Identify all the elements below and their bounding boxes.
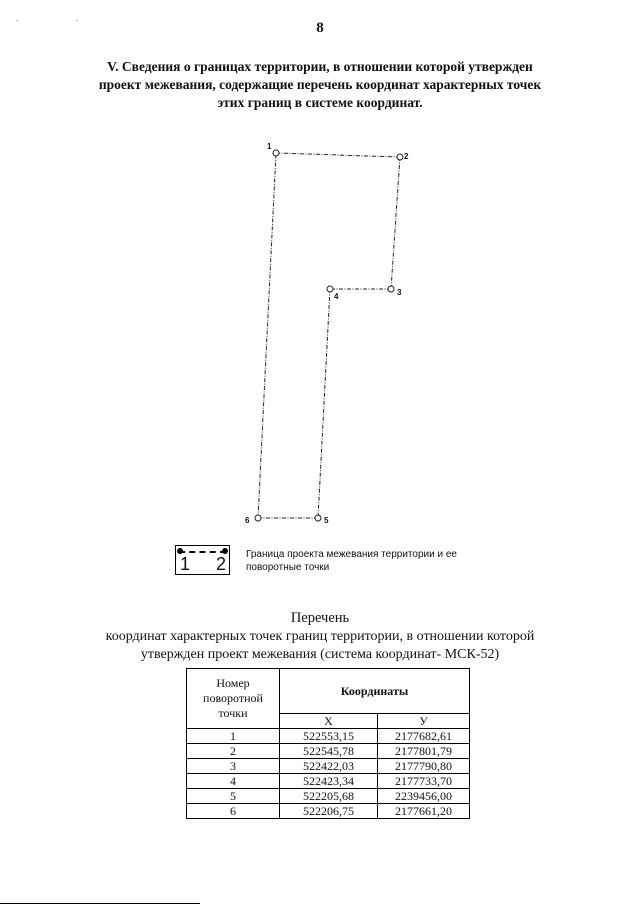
point-label-1: 1 — [267, 142, 272, 151]
table-row — [187, 789, 470, 804]
header-text: поворотной — [203, 691, 263, 705]
table-row — [187, 744, 470, 759]
boundary-segment-2-3 — [391, 157, 400, 289]
cell-number: 6 — [187, 804, 280, 819]
boundary-segment-1-2 — [276, 153, 400, 157]
cell-x: 522422,03 — [280, 759, 378, 774]
cell-number: 2 — [187, 744, 280, 759]
point-label-2: 2 — [404, 152, 409, 161]
cell-number: 1 — [187, 729, 280, 744]
legend-number-right: 2 — [215, 554, 226, 574]
heading-line: V. Сведения о границах территории, в отношении которой утвержден — [107, 59, 533, 74]
page-bottom-rule — [0, 903, 200, 904]
cell-number: 4 — [187, 774, 280, 789]
page-number: 8 — [316, 20, 324, 36]
header-coordinates: Координаты — [280, 669, 470, 714]
point-label-4: 4 — [334, 292, 339, 301]
cell-y: 2177801,79 — [378, 744, 470, 759]
cell-y: 2239456,00 — [378, 789, 470, 804]
turning-point-5 — [315, 515, 321, 521]
cell-x: 522206,75 — [280, 804, 378, 819]
cell-x: 522205,68 — [280, 789, 378, 804]
boundary-segment-6-1 — [258, 153, 276, 518]
table-row — [187, 729, 470, 744]
header-y: У — [378, 714, 470, 729]
legend-text-line: поворотные точки — [246, 562, 330, 573]
point-label-6: 6 — [245, 516, 250, 525]
cell-y: 2177682,61 — [378, 729, 470, 744]
legend-description — [246, 548, 506, 574]
heading-line: проект межевания, содержащие перечень координат характерных точек — [98, 77, 542, 92]
legend-symbol — [175, 545, 230, 575]
turning-point-4 — [327, 286, 333, 292]
heading-line: этих границ в системе координат. — [217, 95, 423, 110]
legend-number-left: 1 — [180, 554, 191, 574]
cell-number: 3 — [187, 759, 280, 774]
turning-point-2 — [397, 154, 403, 160]
cell-x: 522553,15 — [280, 729, 378, 744]
header-x: Х — [280, 714, 378, 729]
legend-dashed-line — [179, 551, 226, 553]
cell-x: 522423,34 — [280, 774, 378, 789]
cell-y: 2177790,80 — [378, 759, 470, 774]
list-subtitle-line: утвержден проект межевания (система координат- МСК-52) — [140, 647, 500, 662]
section-heading — [60, 58, 580, 112]
header-text: Номер — [216, 676, 250, 690]
legend-text-line: Граница проекта межевания территории и ее — [246, 549, 457, 560]
boundary-segment-4-5 — [318, 289, 330, 518]
table-row — [187, 774, 470, 789]
turning-point-3 — [388, 286, 394, 292]
cell-y: 2177661,20 — [378, 804, 470, 819]
header-text: точки — [218, 706, 248, 720]
point-label-5: 5 — [324, 516, 329, 525]
cell-y: 2177733,70 — [378, 774, 470, 789]
cell-x: 522545,78 — [280, 744, 378, 759]
table-row — [187, 759, 470, 774]
list-title: Перечень — [290, 610, 350, 626]
header-point-number — [187, 669, 280, 729]
table-row — [187, 804, 470, 819]
list-subtitle-line: координат характерных точек границ территории, в отношении которой — [105, 629, 535, 644]
scan-specks: . . — [16, 14, 106, 23]
turning-point-6 — [255, 515, 261, 521]
boundary-plan — [230, 135, 430, 535]
coordinates-table — [186, 668, 470, 819]
turning-point-1 — [273, 150, 279, 156]
cell-number: 5 — [187, 789, 280, 804]
point-label-3: 3 — [397, 288, 402, 297]
list-subtitle — [60, 628, 580, 664]
